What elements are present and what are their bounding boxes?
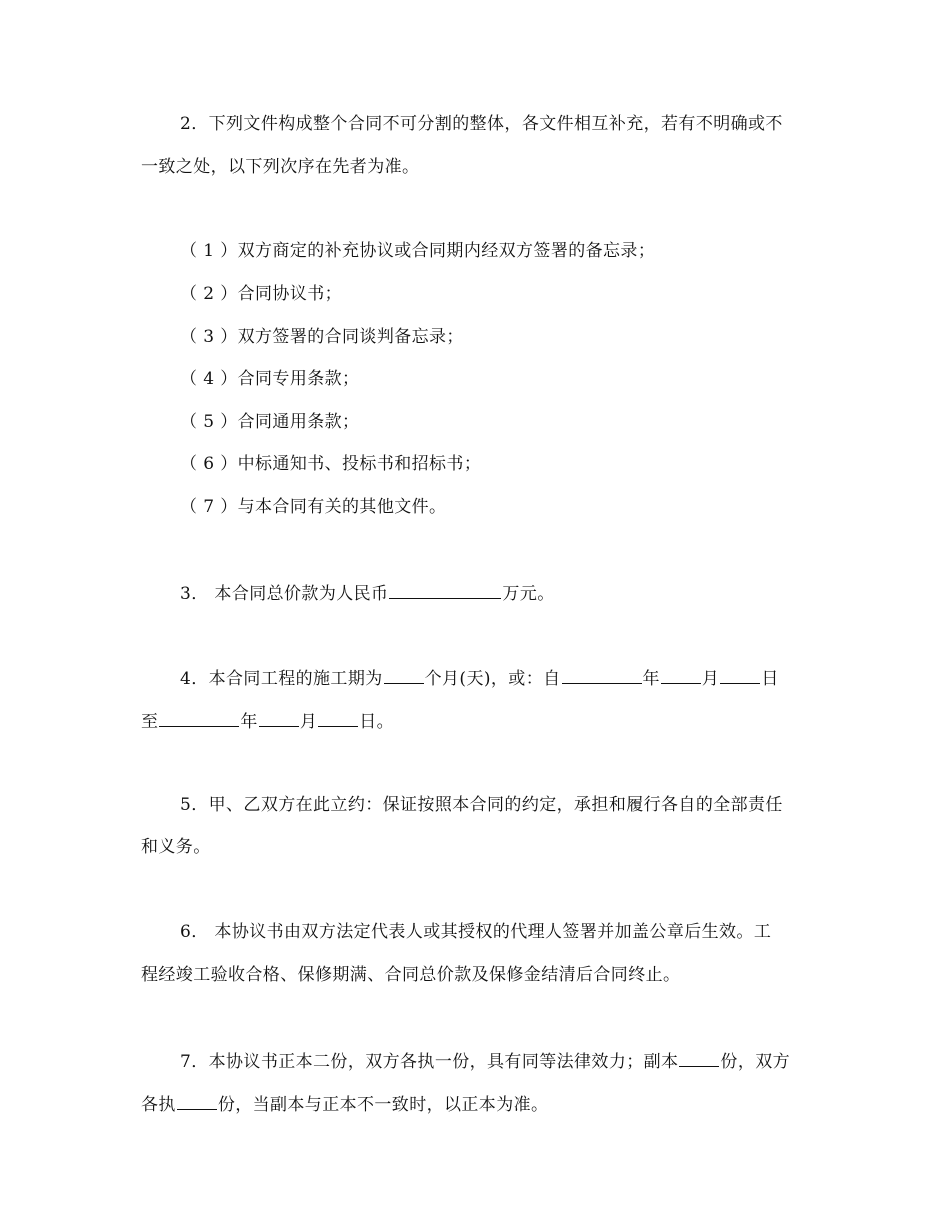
start-year-blank[interactable] <box>562 666 642 684</box>
clause-2-item-6: （ 6 ）中标通知书、投标书和招标书； <box>180 454 482 474</box>
clause-6-line-1: 6． 本协议书由双方法定代表人或其授权的代理人签署并加盖公章后生效。工 <box>180 922 772 942</box>
clause-4-text-a: 4．本合同工程的施工期为 <box>180 669 383 689</box>
clause-4-text-c: 年 <box>642 669 660 689</box>
clause-2-item-3: （ 3 ）双方签署的合同谈判备忘录； <box>180 327 464 347</box>
clause-2-line-1: 2．下列文件构成整个合同不可分割的整体，各文件相互补充，若有不明确或不 <box>180 114 783 134</box>
copies-count-blank[interactable] <box>679 1049 719 1067</box>
clause-6-line-2: 程经竣工验收合格、保修期满、合同总价款及保修金结清后合同终止。 <box>141 965 681 985</box>
total-price-blank[interactable] <box>389 581 501 599</box>
clause-4-text-b: 个月(天)，或：自 <box>424 669 561 689</box>
clause-2-item-2: （ 2 ）合同协议书； <box>180 284 343 304</box>
clause-4-text-e: 日 <box>761 669 779 689</box>
clause-5-line-2: 和义务。 <box>141 837 211 857</box>
clause-2-item-7: （ 7 ）与本合同有关的其他文件。 <box>180 497 447 517</box>
end-year-blank[interactable] <box>159 709 239 727</box>
clause-5-line-1: 5．甲、乙双方在此立约：保证按照本合同的约定，承担和履行各自的全部责任 <box>180 795 783 815</box>
clause-7-text-b: 份，双方 <box>720 1052 791 1072</box>
clause-2-item-1: （ 1 ）双方商定的补充协议或合同期内经双方签署的备忘录； <box>180 241 656 261</box>
start-day-blank[interactable] <box>720 666 760 684</box>
clause-7-line-2 <box>141 1092 950 1116</box>
duration-blank[interactable] <box>384 666 424 684</box>
clause-2-item-5: （ 5 ）合同通用条款； <box>180 412 360 432</box>
clause-7-line-1 <box>180 1049 950 1073</box>
clause-7-text-d: 份，当副本与正本不一致时，以正本为准。 <box>217 1095 549 1115</box>
clause-2-item-4: （ 4 ）合同专用条款； <box>180 369 360 389</box>
clause-4-text-i: 日。 <box>359 712 395 732</box>
end-day-blank[interactable] <box>318 709 358 727</box>
clause-3-suffix: 万元。 <box>502 584 555 604</box>
clause-4-line-1 <box>180 666 950 690</box>
end-month-blank[interactable] <box>259 709 299 727</box>
clause-4-line-2 <box>141 709 950 733</box>
copies-each-blank[interactable] <box>177 1092 217 1110</box>
clause-4-text-g: 年 <box>240 712 258 732</box>
clause-7-text-c: 各执 <box>141 1095 176 1115</box>
clause-2-line-2: 一致之处，以下列次序在先者为准。 <box>141 157 420 177</box>
clause-3-prefix: 3． 本合同总价款为人民币 <box>180 584 389 604</box>
start-month-blank[interactable] <box>661 666 701 684</box>
clause-4-text-d: 月 <box>701 669 720 689</box>
clause-7-text-a: 7．本协议书正本二份，双方各执一份，具有同等法律效力；副本 <box>180 1052 679 1072</box>
clause-4-text-f: 至 <box>141 712 159 732</box>
clause-4-text-h: 月 <box>299 712 318 732</box>
clause-3-line <box>180 581 950 605</box>
